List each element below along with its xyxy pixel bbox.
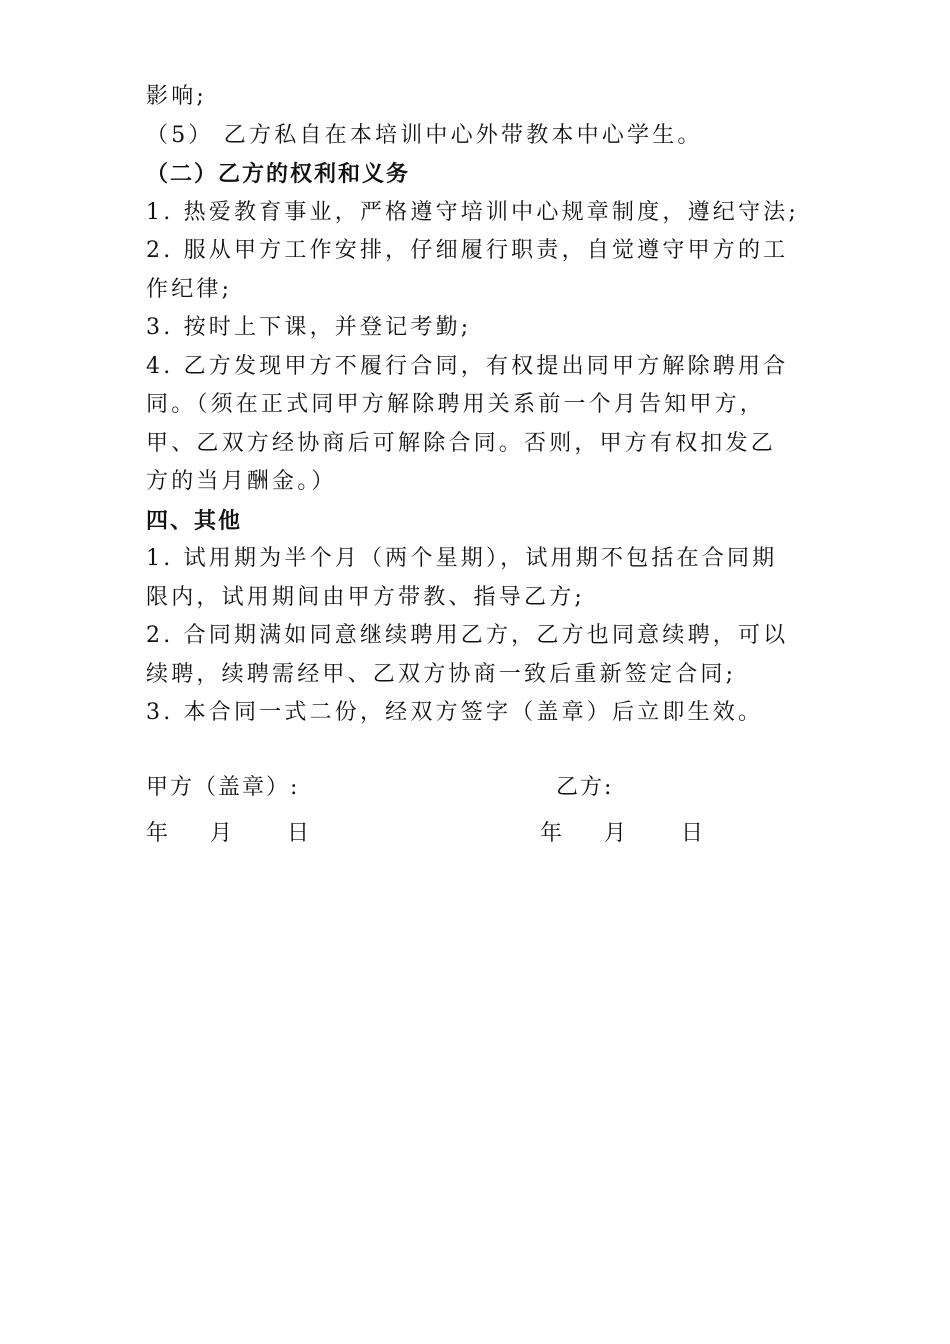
party-a-year: 年: [146, 821, 171, 846]
party-b-year: 年: [540, 821, 565, 846]
text-line: 甲、乙双方经协商后可解除合同。否则，甲方有权扣发乙: [146, 430, 777, 456]
text-line: （5） 乙方私自在本培训中心外带教本中心学生。: [146, 122, 703, 148]
text-line: 2. 合同期满如同意继续聘用乙方，乙方也同意续聘，可以: [146, 623, 789, 648]
text-line: 1. 试用期为半个月（两个星期），试用期不包括在合同期: [146, 546, 778, 571]
text-line: 作纪律;: [146, 276, 233, 302]
text-line: 2. 服从甲方工作安排，仔细履行职责，自觉遵守甲方的工: [146, 238, 789, 263]
text-line: 同。（须在正式同甲方解除聘用关系前一个月告知甲方，: [146, 392, 766, 417]
signature-row: [146, 769, 826, 807]
text-line: 续聘，续聘需经甲、乙双方协商一致后重新签定合同;: [146, 661, 737, 687]
text-line: 方的当月酬金。）: [146, 469, 337, 494]
date-row: [146, 815, 826, 853]
text-line: 3. 本合同一式二份，经双方签字（盖章）后立即生效。: [146, 700, 764, 725]
text-line: 1. 热爱教育事业，严格遵守培训中心规章制度，遵纪守法;: [146, 199, 799, 225]
party-b-month: 月: [604, 821, 629, 846]
contract-body: [146, 78, 816, 733]
text-line: 3. 按时上下课，并登记考勤;: [146, 315, 472, 340]
party-a-signature-label: 甲方（盖章）:: [146, 775, 300, 800]
text-line: 4. 乙方发现甲方不履行合同，有权提出同甲方解除聘用合: [146, 353, 789, 379]
text-line: 限内，试用期间由甲方带教、指导乙方;: [146, 584, 586, 610]
section-heading: （二）乙方的权利和义务: [146, 161, 411, 187]
section-heading: 四、其他: [146, 507, 243, 534]
party-a-month: 月: [210, 821, 235, 846]
party-b-date: [540, 815, 705, 853]
party-b-day: 日: [681, 821, 706, 846]
party-a-date: [146, 815, 311, 853]
party-a-day: 日: [287, 821, 312, 846]
text-line: 影响;: [146, 84, 208, 109]
party-b-signature-label: 乙方:: [556, 775, 614, 800]
